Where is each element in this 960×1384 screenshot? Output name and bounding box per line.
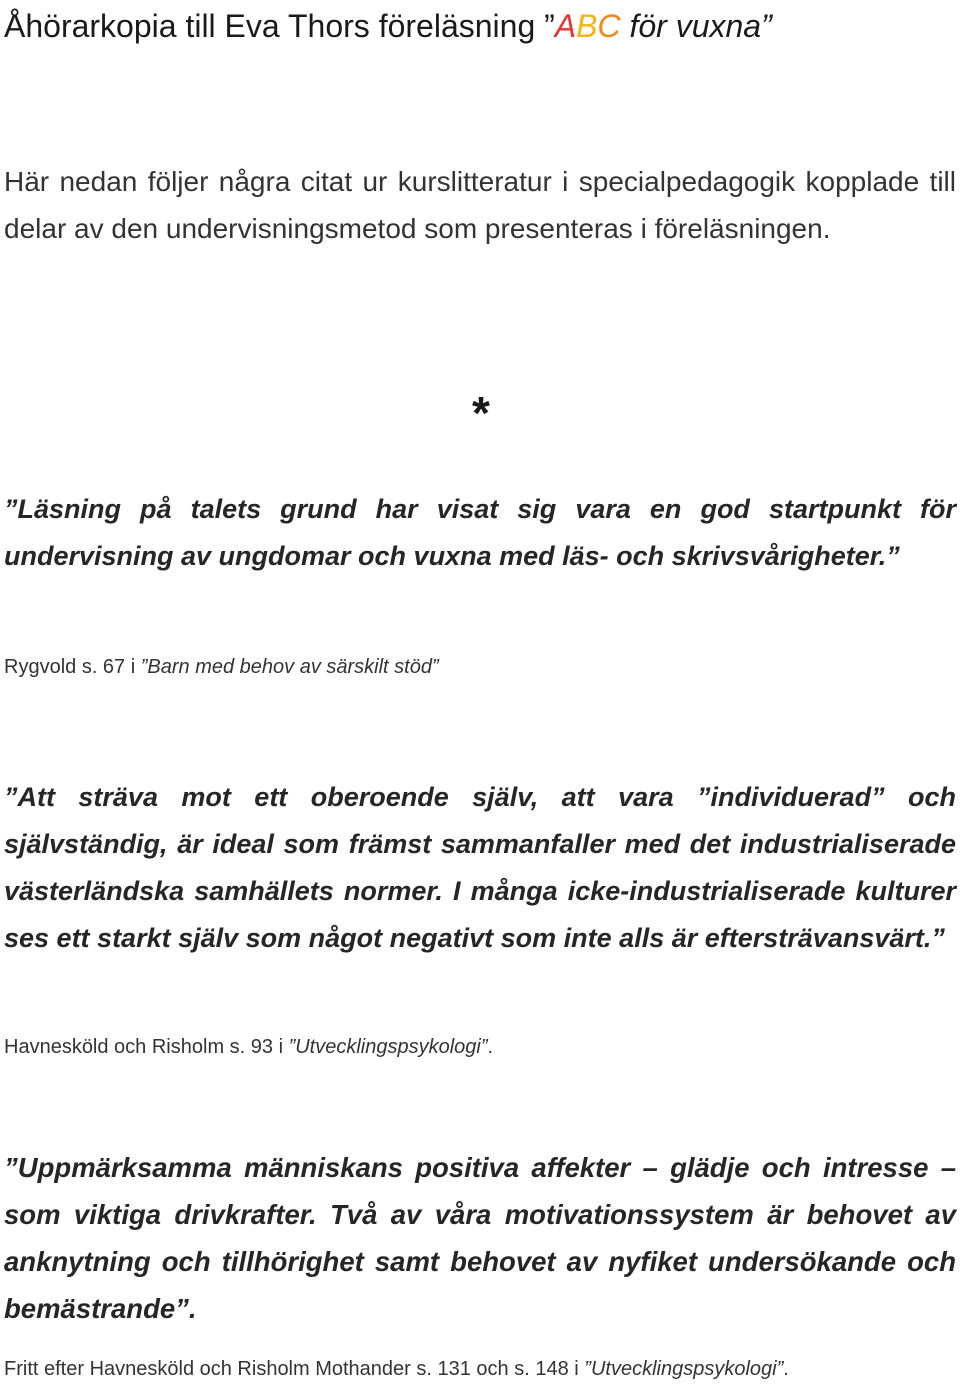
quote-3: ”Uppmärksamma människans positiva affekter – glädje och intresse – som viktiga drivkrafter. Två av våra motivationssystem är behovet av anknytning och tillhörighet samt behovet av nyfiket undersökande och bemästrande”. bbox=[4, 1152, 956, 1324]
title-suffix: för vuxna” bbox=[620, 8, 772, 44]
intro-paragraph: Här nedan följer några citat ur kurslitteratur i specialpedagogik kopplade till delar av den undervisningsmetod som presenteras i föreläsningen. bbox=[4, 166, 956, 244]
title-letter-a: A bbox=[554, 8, 577, 44]
quote-1: ”Läsning på talets grund har visat sig vara en god startpunkt för undervisning av ungdomar och vuxna med läs- och skrivsvårigheter.” bbox=[4, 494, 956, 571]
citation-3 bbox=[4, 1356, 956, 1382]
citation-2-title: ”Utvecklingspsykologi” bbox=[288, 1036, 488, 1058]
citation-3-author: Fritt efter Havnesköld och Risholm Mothander s. 131 och s. 148 i bbox=[4, 1358, 585, 1380]
citation-3-title: ”Utvecklingspsykologi” bbox=[584, 1358, 784, 1380]
title-letter-c: C bbox=[597, 8, 621, 44]
citation-2-author: Havnesköld och Risholm s. 93 i bbox=[4, 1036, 289, 1058]
citation-1 bbox=[4, 654, 956, 680]
title-letter-b: B bbox=[576, 8, 598, 44]
citation-1-title: ”Barn med behov av särskilt stöd” bbox=[140, 656, 439, 678]
citation-2 bbox=[4, 1034, 956, 1060]
title-prefix: Åhörarkopia till Eva Thors föreläsning ” bbox=[4, 8, 555, 44]
citation-3-suffix: . bbox=[783, 1358, 789, 1380]
quote-2: ”Att sträva mot ett oberoende själv, att vara ”individuerad” och självständig, är ideal som främst sammanfaller med det industrialiserade västerländska samhällets normer. I många icke-industrialiserade kulturer ses ett starkt själv som något negativt som inte alls är eftersträvansvärt.” bbox=[4, 782, 956, 953]
page-title bbox=[4, 4, 956, 48]
citation-2-suffix: . bbox=[487, 1036, 494, 1058]
citation-1-author: Rygvold s. 67 i bbox=[4, 656, 141, 678]
asterisk-separator: * bbox=[472, 387, 490, 439]
